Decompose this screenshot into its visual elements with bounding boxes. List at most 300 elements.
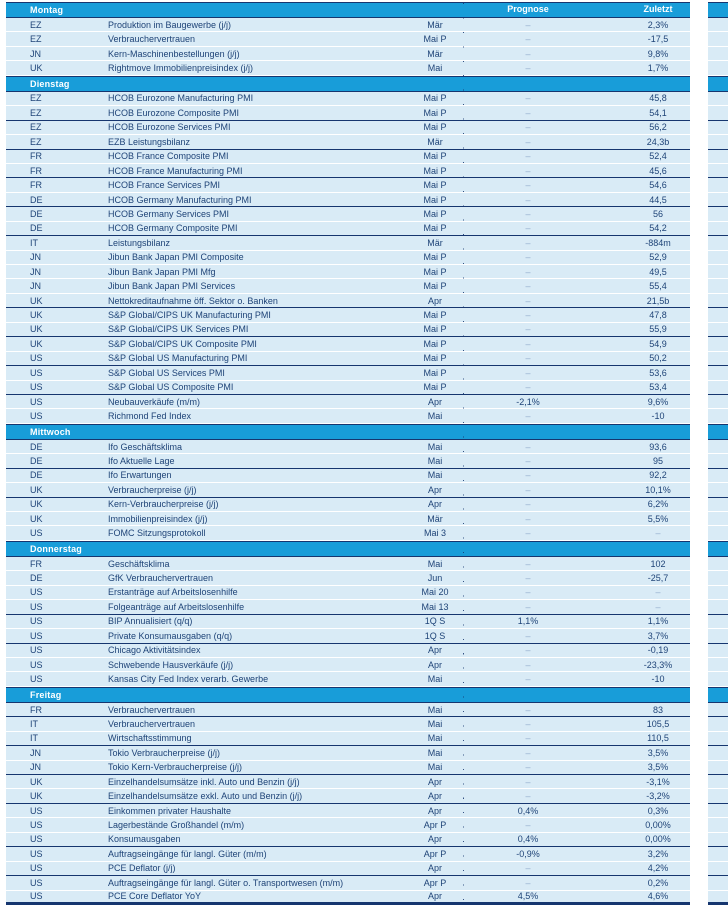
forecast-value: – [525, 194, 531, 205]
side-strip [708, 135, 728, 149]
period: Apr [427, 834, 442, 845]
table-row [6, 789, 728, 803]
period: Mai [427, 674, 443, 685]
period: Apr [427, 484, 442, 495]
last-value: 55,9 [649, 324, 667, 335]
event-name: Kansas City Fed Index verarb. Gewerbe [108, 674, 269, 685]
table-row [6, 644, 728, 658]
side-strip [708, 804, 728, 818]
last-value: -0,19 [647, 645, 669, 656]
day-label: Donnerstag [30, 543, 83, 554]
event-name: S&P Global/CIPS UK Services PMI [108, 324, 249, 335]
forecast-value: – [525, 747, 531, 758]
country-code: DE [30, 223, 43, 234]
last-value: 95 [652, 455, 663, 466]
column-header-zuletzt: Zuletzt [643, 4, 673, 14]
forecast-value: – [525, 863, 531, 874]
event-name: Folgeanträge auf Arbeitslosenhilfe [108, 601, 245, 612]
last-value: -17,5 [647, 34, 669, 45]
table-row [6, 615, 728, 629]
country-code: US [30, 353, 43, 364]
day-section-header [6, 541, 728, 557]
last-value: 1,1% [647, 616, 669, 627]
table-row [6, 135, 728, 149]
last-value: 93,6 [649, 441, 667, 452]
side-strip [708, 818, 728, 832]
period: Apr [427, 776, 442, 787]
country-code: US [30, 411, 43, 422]
last-value: 4,2% [647, 863, 669, 874]
event-name: Rightmove Immobilienpreisindex (j/j) [108, 63, 254, 74]
forecast-value: – [525, 107, 531, 118]
forecast-value: -2,1% [516, 396, 540, 407]
side-strip [708, 337, 728, 351]
country-code: EZ [30, 136, 42, 147]
event-name: Einzelhandelsumsätze exkl. Auto und Benzin (j/j) [108, 791, 303, 802]
side-strip [708, 454, 728, 468]
forecast-value: – [525, 281, 531, 292]
event-name: Richmond Fed Index [108, 411, 192, 422]
last-value: 3,5% [647, 747, 669, 758]
forecast-value: – [525, 718, 531, 729]
table-row [6, 833, 728, 847]
side-strip [708, 717, 728, 731]
table-row [6, 600, 728, 614]
event-name: Wirtschaftsstimmung [108, 733, 192, 744]
event-name: EZB Leistungsbilanz [108, 136, 191, 147]
side-strip [708, 571, 728, 585]
table-row [6, 47, 728, 61]
day-label: Freitag [30, 689, 62, 700]
country-code: JN [30, 747, 41, 758]
forecast-value: – [525, 455, 531, 466]
country-code: US [30, 382, 43, 393]
last-value: 0,3% [647, 805, 669, 816]
country-code: JN [30, 266, 41, 277]
forecast-value: – [525, 704, 531, 715]
period: Mai [427, 704, 443, 715]
country-code: UK [30, 324, 43, 335]
event-name: Jibun Bank Japan PMI Mfg [108, 266, 216, 277]
event-name: Verbrauchervertrauen [108, 704, 196, 715]
country-code: EZ [30, 122, 42, 133]
forecast-value: – [525, 470, 531, 481]
period: Mai [427, 747, 443, 758]
country-code: US [30, 659, 43, 670]
country-code: IT [30, 733, 38, 744]
forecast-value: – [525, 791, 531, 802]
table-row [6, 121, 728, 135]
table-row [6, 409, 728, 423]
event-name: PCE Core Deflator YoY [108, 891, 202, 902]
forecast-value: – [525, 674, 531, 685]
event-name: Private Konsumausgaben (q/q) [108, 630, 233, 641]
forecast-value: – [525, 208, 531, 219]
table-row [6, 366, 728, 380]
event-name: Verbraucherpreise (j/j) [108, 484, 197, 495]
forecast-value: – [525, 601, 531, 612]
country-code: FR [30, 165, 42, 176]
event-name: HCOB Germany Composite PMI [108, 223, 238, 234]
country-code: UK [30, 63, 43, 74]
period: Mai P [423, 382, 447, 393]
last-value: 45,6 [649, 165, 667, 176]
last-value: 5,5% [647, 513, 669, 524]
table-row [6, 469, 728, 483]
forecast-value: -0,9% [516, 848, 540, 859]
last-value: 52,9 [649, 252, 667, 263]
last-value: 1,7% [647, 63, 669, 74]
country-code: US [30, 630, 43, 641]
dotted-column-separator [463, 3, 464, 900]
period: Mai [427, 455, 443, 466]
period: Mär [427, 513, 443, 524]
table-row [6, 207, 728, 221]
country-code: US [30, 601, 43, 612]
table-row [6, 164, 728, 178]
column-header-prognose: Prognose [507, 4, 549, 14]
country-code: US [30, 834, 43, 845]
period: Apr [427, 791, 442, 802]
period: Mai P [423, 281, 447, 292]
period: Apr P [423, 820, 447, 831]
period: Mai P [423, 266, 447, 277]
country-code: UK [30, 484, 43, 495]
event-name: Verbrauchervertrauen [108, 718, 196, 729]
last-value: 83 [652, 704, 663, 715]
last-value: 3,5% [647, 762, 669, 773]
table-row [6, 279, 728, 293]
event-name: Geschäftsklima [108, 558, 170, 569]
country-code: JN [30, 281, 41, 292]
last-value: -10 [651, 674, 665, 685]
last-value: -25,7 [647, 573, 669, 584]
table-row [6, 526, 728, 540]
side-strip [708, 207, 728, 221]
last-value: 10,1% [645, 484, 671, 495]
forecast-value: – [525, 295, 531, 306]
period: Mai P [423, 310, 447, 321]
table-row [6, 395, 728, 409]
forecast-value: – [525, 180, 531, 191]
last-value: -3,1% [646, 776, 670, 787]
last-value: 0,2% [647, 877, 669, 888]
event-name: Ifo Geschäftsklima [108, 441, 183, 452]
event-name: Konsumausgaben [108, 834, 181, 845]
period: Mai P [423, 367, 447, 378]
event-name: Einkommen privater Haushalte [108, 805, 232, 816]
table-row [6, 862, 728, 876]
economic-calendar-table [6, 2, 728, 905]
last-value: 53,4 [649, 382, 667, 393]
period: Mär [427, 48, 443, 59]
side-strip [708, 644, 728, 658]
forecast-value: – [525, 630, 531, 641]
table-row [6, 891, 728, 905]
last-value: 45,8 [649, 93, 667, 104]
country-code: US [30, 616, 43, 627]
period: Mai [427, 558, 443, 569]
event-name: Auftragseingänge für langl. Güter (m/m) [108, 848, 267, 859]
event-name: HCOB Eurozone Manufacturing PMI [108, 93, 254, 104]
period: Mär [427, 237, 443, 248]
side-strip [708, 512, 728, 526]
last-value: – [655, 601, 661, 612]
forecast-value: – [525, 165, 531, 176]
forecast-value: – [525, 353, 531, 364]
forecast-value: – [525, 411, 531, 422]
forecast-value: – [525, 484, 531, 495]
period: Mai 13 [421, 601, 449, 612]
country-code: US [30, 805, 43, 816]
table-row [6, 265, 728, 279]
event-name: S&P Global US Services PMI [108, 367, 225, 378]
side-strip [708, 76, 728, 92]
event-name: Lagerbestände Großhandel (m/m) [108, 820, 245, 831]
period: Apr [427, 863, 442, 874]
event-name: Neubauverkäufe (m/m) [108, 396, 201, 407]
forecast-value: – [525, 382, 531, 393]
last-value: 56 [652, 208, 663, 219]
period: Mai P [423, 34, 447, 45]
side-strip [708, 279, 728, 293]
country-code: UK [30, 513, 43, 524]
period: Mai P [423, 194, 447, 205]
country-code: US [30, 877, 43, 888]
country-code: IT [30, 237, 38, 248]
side-strip [708, 847, 728, 861]
country-code: FR [30, 704, 42, 715]
table-row [6, 251, 728, 265]
country-code: US [30, 396, 43, 407]
side-strip [708, 732, 728, 746]
event-name: BIP Annualisiert (q/q) [108, 616, 193, 627]
side-strip [708, 775, 728, 789]
period: Apr [427, 396, 442, 407]
last-value: 54,1 [649, 107, 667, 118]
table-row [6, 732, 728, 746]
forecast-value: – [525, 499, 531, 510]
side-strip [708, 323, 728, 337]
forecast-value: – [525, 659, 531, 670]
forecast-value: – [525, 573, 531, 584]
country-code: DE [30, 455, 43, 466]
side-strip [708, 178, 728, 192]
forecast-value: 1,1% [517, 616, 539, 627]
side-strip [708, 61, 728, 75]
country-code: FR [30, 180, 42, 191]
forecast-value: 0,4% [517, 834, 539, 845]
last-value: 47,8 [649, 310, 667, 321]
table-row [6, 775, 728, 789]
day-section-header [6, 76, 728, 92]
period: Apr [427, 805, 442, 816]
table-row [6, 629, 728, 643]
country-code: US [30, 848, 43, 859]
side-strip [708, 876, 728, 890]
last-value: 9,8% [647, 48, 669, 59]
period: Mai [427, 762, 443, 773]
event-name: FOMC Sitzungsprotokoll [108, 528, 206, 539]
forecast-value: 0,4% [517, 805, 539, 816]
table-row [6, 804, 728, 818]
day-section-header [6, 424, 728, 440]
table-row [6, 717, 728, 731]
side-strip [708, 469, 728, 483]
day-label: Mittwoch [30, 426, 71, 437]
event-name: Verbrauchervertrauen [108, 34, 196, 45]
forecast-value: – [525, 122, 531, 133]
country-code: FR [30, 558, 42, 569]
last-value: – [655, 587, 661, 598]
country-code: UK [30, 295, 43, 306]
period: Mai P [423, 353, 447, 364]
side-strip [708, 658, 728, 672]
forecast-value: – [525, 733, 531, 744]
country-code: EZ [30, 107, 42, 118]
side-strip [708, 92, 728, 106]
event-name: S&P Global US Manufacturing PMI [108, 353, 248, 364]
side-strip [708, 833, 728, 847]
side-strip [708, 557, 728, 571]
side-strip [708, 121, 728, 135]
last-value: 44,5 [649, 194, 667, 205]
event-name: Tokio Verbraucherpreise (j/j) [108, 747, 221, 758]
period: Apr P [423, 848, 447, 859]
event-name: Chicago Aktivitätsindex [108, 645, 201, 656]
table-row [6, 818, 728, 832]
country-code: DE [30, 441, 43, 452]
period: Mai [427, 470, 443, 481]
event-name: HCOB Eurozone Composite PMI [108, 107, 240, 118]
period: 1Q S [424, 616, 446, 627]
period: Mai [427, 733, 443, 744]
event-name: Einzelhandelsumsätze inkl. Auto und Benzin (j/j) [108, 776, 300, 787]
day-label: Dienstag [30, 78, 70, 89]
last-value: 52,4 [649, 151, 667, 162]
period: Mär [427, 136, 443, 147]
country-code: UK [30, 338, 43, 349]
last-value: 54,2 [649, 223, 667, 234]
forecast-value: – [525, 252, 531, 263]
period: Mai P [423, 107, 447, 118]
last-value: 50,2 [649, 353, 667, 364]
last-value: 6,2% [647, 499, 669, 510]
side-strip [708, 222, 728, 236]
side-strip [708, 366, 728, 380]
event-name: HCOB Germany Services PMI [108, 208, 230, 219]
forecast-value: – [525, 93, 531, 104]
forecast-value: – [525, 48, 531, 59]
period: Apr [427, 659, 442, 670]
event-name: Schwebende Hausverkäufe (j/j) [108, 659, 234, 670]
table-row [6, 483, 728, 497]
period: Mai P [423, 252, 447, 263]
side-strip [708, 672, 728, 686]
period: Mai 3 [423, 528, 446, 539]
side-strip [708, 629, 728, 643]
forecast-value: – [525, 136, 531, 147]
country-code: US [30, 587, 43, 598]
side-strip [708, 47, 728, 61]
period: Mai P [423, 338, 447, 349]
last-value: 102 [650, 558, 666, 569]
last-value: 3,2% [647, 848, 669, 859]
forecast-value: – [525, 441, 531, 452]
forecast-value: – [525, 19, 531, 30]
event-name: Immobilienpreisindex (j/j) [108, 513, 208, 524]
period: Mär [427, 19, 443, 30]
table-row [6, 440, 728, 454]
table-row [6, 106, 728, 120]
period: Apr [427, 499, 442, 510]
side-strip [708, 265, 728, 279]
last-value: 54,9 [649, 338, 667, 349]
period: Mai [427, 63, 443, 74]
country-code: DE [30, 208, 43, 219]
period: Mai P [423, 93, 447, 104]
side-strip [708, 424, 728, 440]
event-name: S&P Global US Composite PMI [108, 382, 234, 393]
side-strip [708, 483, 728, 497]
period: Mai P [423, 223, 447, 234]
table-row [6, 193, 728, 207]
table-row [6, 658, 728, 672]
period: Apr [427, 295, 442, 306]
event-name: GfK Verbrauchervertrauen [108, 573, 214, 584]
event-name: Ifo Erwartungen [108, 470, 172, 481]
side-strip [708, 498, 728, 512]
table-row [6, 512, 728, 526]
forecast-value: – [525, 237, 531, 248]
event-name: Kern-Maschinenbestellungen (j/j) [108, 48, 240, 59]
table-row [6, 337, 728, 351]
table-row [6, 746, 728, 760]
last-value: 24,3b [646, 136, 670, 147]
side-strip [708, 150, 728, 164]
country-code: UK [30, 499, 43, 510]
country-code: DE [30, 194, 43, 205]
country-code: IT [30, 718, 38, 729]
forecast-value: – [525, 877, 531, 888]
event-name: Jibun Bank Japan PMI Composite [108, 252, 244, 263]
country-code: FR [30, 151, 42, 162]
period: Mai P [423, 324, 447, 335]
forecast-value: – [525, 338, 531, 349]
last-value: 49,5 [649, 266, 667, 277]
forecast-value: – [525, 324, 531, 335]
country-code: EZ [30, 93, 42, 104]
side-strip [708, 586, 728, 600]
country-code: EZ [30, 19, 42, 30]
side-strip [708, 251, 728, 265]
side-strip [708, 789, 728, 803]
day-section-header [6, 2, 728, 18]
event-name: Leistungsbilanz [108, 237, 171, 248]
side-strip [708, 32, 728, 46]
table-row [6, 557, 728, 571]
event-name: Auftragseingänge für langl. Güter o. Transportwesen (m/m) [108, 877, 344, 888]
side-strip [708, 526, 728, 540]
country-code: US [30, 863, 43, 874]
country-code: JN [30, 48, 41, 59]
side-strip [708, 193, 728, 207]
last-value: -884m [645, 237, 671, 248]
period: Apr P [423, 877, 447, 888]
country-code: UK [30, 791, 43, 802]
day-section-header [6, 687, 728, 703]
side-strip [708, 2, 728, 18]
